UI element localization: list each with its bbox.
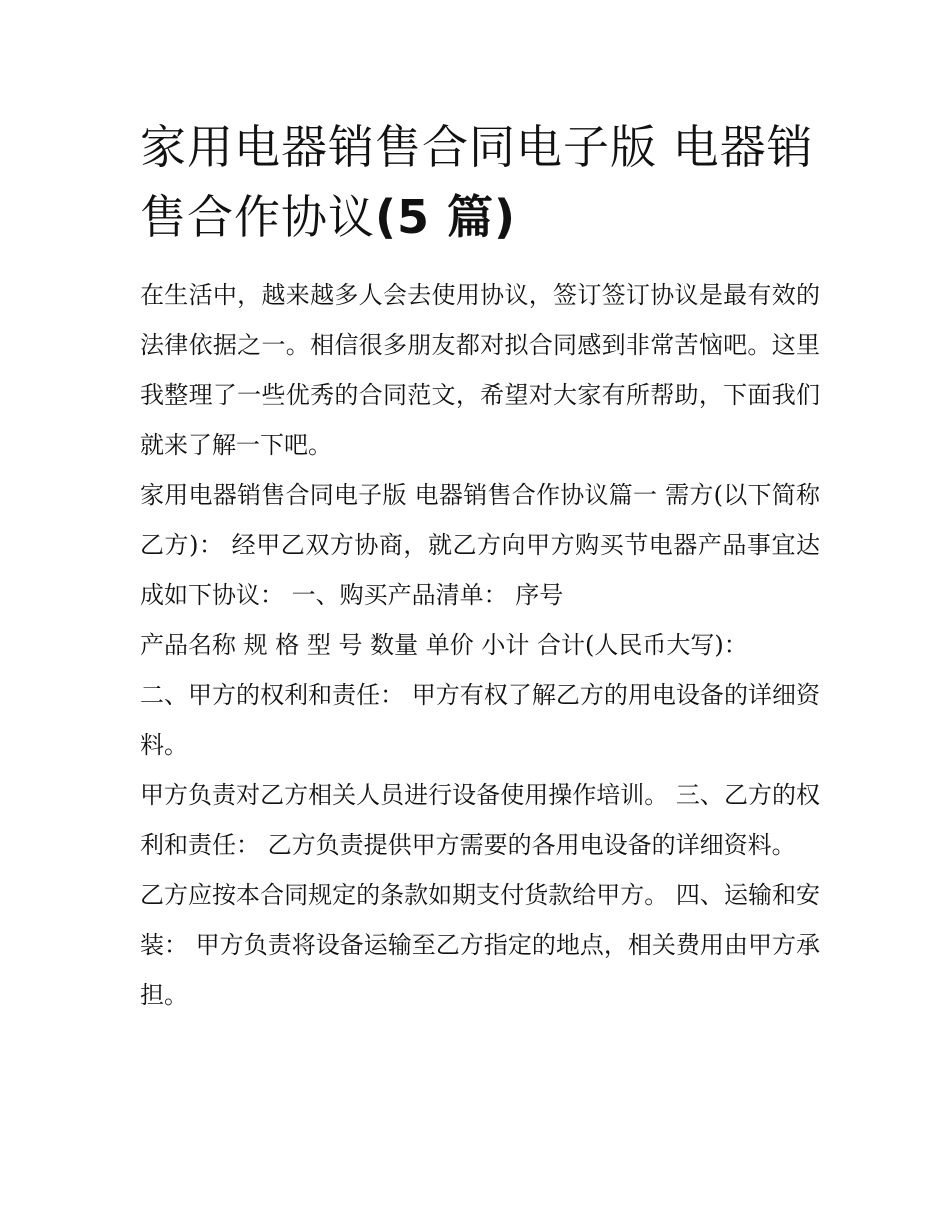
title-text: 家用电器销售合同电子版 电器销售合作协议 xyxy=(140,120,814,244)
paragraph-agreement-intro: 家用电器销售合同电子版 电器销售合作协议篇一 需方(以下简称乙方)： 经甲乙双方协商，就乙方向甲方购买节电器产品事宜达成如下协议： 一、购买产品清单： 序号 xyxy=(140,481,820,609)
paragraph-intro: 在生活中，越来越多人会去使用协议，签订签订协议是最有效的法律依据之一。相信很多朋友都对拟合同感到非常苦恼吧。这里我整理了一些优秀的合同范文，希望对大家有所帮助，下面我们就来了解一下吧。 xyxy=(140,281,820,459)
paragraph-party-a-rights: 二、甲方的权利和责任： 甲方有权了解乙方的用电设备的详细资料。 xyxy=(140,681,820,759)
paragraph-transport: 乙方应按本合同规定的条款如期支付货款给甲方。 四、运输和安装： 甲方负责将设备运输至乙方指定的地点，相关费用由甲方承担。 xyxy=(140,881,820,1009)
paragraph-product-list: 产品名称 规 格 型 号 数量 单价 小计 合计(人民币大写)： xyxy=(140,631,748,659)
paragraph-party-b-rights: 甲方负责对乙方相关人员进行设备使用操作培训。 三、乙方的权利和责任： 乙方负责提供甲方需要的各用电设备的详细资料。 xyxy=(140,781,820,859)
document-title xyxy=(140,112,820,252)
document-page xyxy=(140,112,820,1020)
title-count: (5 篇) xyxy=(375,190,517,244)
